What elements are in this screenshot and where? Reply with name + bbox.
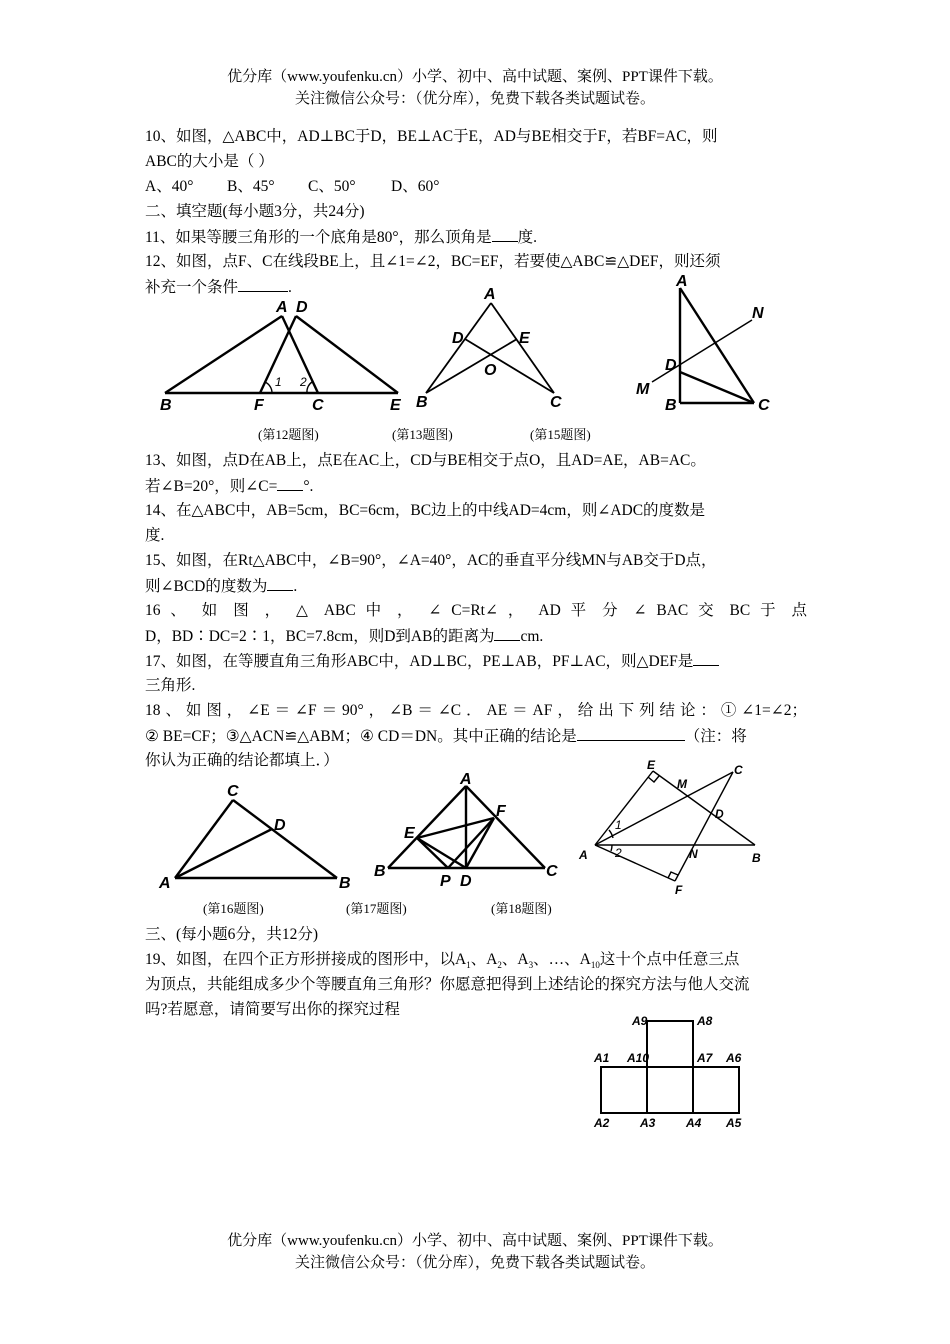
fig17-segment-ab [388, 786, 466, 868]
q13-line-1: 13、如图，点D在AB上，点E在AC上，CD与BE相交于点O，且AD=AE，AB=AC。 [145, 452, 706, 469]
fig18-segment-af [595, 845, 675, 881]
page-footer [0, 1230, 950, 1274]
fig13-segment-cd [465, 339, 554, 393]
fig17-label-p: P [440, 873, 451, 890]
fig16-caption: (第16题图) [203, 901, 264, 916]
fig18-segment-eb [653, 771, 755, 845]
fig18-label-m: M [677, 777, 687, 791]
q18-blank [577, 726, 685, 741]
fig12-label-f: F [254, 397, 264, 414]
header-line-2: 关注微信公众号：（优分库），免费下载各类试题试卷。 [294, 91, 655, 107]
figure-15 [630, 270, 780, 418]
fig13-label-d: D [452, 330, 464, 347]
fig19-label-a3: A3 [640, 1116, 656, 1130]
fig19-label-a9: A9 [632, 1014, 648, 1028]
fig16-segment-ac [175, 800, 233, 878]
q15-text: 则∠BCD的度数为 [145, 578, 268, 595]
fig17-segment-ef [417, 818, 494, 838]
q19-text-d: 、…、A [533, 951, 591, 968]
fig17-label-b: B [374, 863, 386, 880]
fig12-label-e: E [390, 397, 401, 414]
fig18-label-e: E [647, 758, 656, 772]
fig16-segment-ad [175, 829, 272, 878]
fig15-label-b: B [665, 397, 677, 414]
q10-option-b: B、45° [227, 178, 275, 195]
fig19-label-a7: A7 [697, 1051, 713, 1065]
q13-blank [277, 476, 303, 491]
fig12-angle-1-arc [265, 382, 272, 393]
fig19-label-a1: A1 [594, 1051, 610, 1065]
figure-12 [160, 298, 410, 416]
q14-line-2: 度. [145, 527, 165, 544]
fig18-label-n: N [689, 847, 698, 861]
fig18-angle-1: 1 [615, 818, 622, 832]
q19-sub-3: 3 [528, 960, 534, 971]
fig17-caption: (第17题图) [346, 901, 407, 916]
fig19-label-a6: A6 [726, 1051, 742, 1065]
q19-line-2: 为顶点，共能组成多少个等腰直角三角形？你愿意把得到上述结论的探究方法与他人交流 [145, 976, 750, 993]
q15-line-2 [145, 576, 807, 597]
q11-text-end: 度. [517, 229, 538, 246]
fig19-label-a5: A5 [726, 1116, 742, 1130]
fig13-label-b: B [416, 394, 428, 411]
fig13-label-a: A [484, 286, 496, 303]
fig18-label-d: D [715, 807, 724, 821]
q19-text-b: 、A [470, 951, 498, 968]
fig13-caption: (第13题图) [392, 427, 453, 442]
q11-text: 11、如果等腰三角形的一个底角是80°，那么顶角是 [145, 229, 492, 246]
fig16-label-b: B [339, 875, 351, 892]
q10-line-2: ABC的大小是（ ） [145, 153, 274, 170]
q18-text: ② BE=CF；③△ACN≌△ABM；④ CD＝DN。其中正确的结论是 [145, 728, 577, 745]
q19-sub-2: 2 [497, 960, 502, 971]
q15-blank [267, 576, 293, 591]
q12-blank [238, 277, 288, 292]
fig19-label-a10: A10 [627, 1051, 650, 1065]
q10-line-1: 10、如图，△ABC中，AD⊥BC于D，BE⊥AC于E，AD与BE相交于F，若BF=AC，则 [145, 128, 718, 145]
fig19-square-4 [647, 1021, 693, 1067]
q13-line-2 [145, 476, 807, 497]
fig15-label-c: C [758, 397, 770, 414]
q12-text: 补充一个条件 [145, 279, 239, 296]
q19-sub-1: 1 [466, 960, 471, 971]
fig18-label-c: C [734, 763, 743, 777]
q19-line-1 [145, 950, 807, 975]
fig12-caption: (第12题图) [258, 427, 319, 442]
fig16-label-a: A [159, 875, 171, 892]
fig18-label-b: B [752, 851, 761, 865]
header-line-1: 优分库（www.youfenku.cn）小学、初中、高中试题、案例、PPT课件下载。 [227, 69, 723, 85]
fig15-segment-ac [680, 288, 754, 403]
fig18-segment-ac [595, 772, 733, 845]
q17-line-1 [145, 651, 807, 672]
fig17-label-e: E [404, 825, 415, 842]
fig17-label-d: D [460, 873, 472, 890]
fig18-caption: (第18题图) [491, 901, 552, 916]
figure-18 [575, 758, 785, 898]
fig12-label-c: C [312, 397, 324, 414]
q15-text-end: . [293, 578, 298, 595]
q19-line-3: 吗?若愿意，请简要写出你的探究过程 [145, 1001, 400, 1018]
fig15-label-n: N [752, 305, 764, 322]
q14-line-1: 14、在△ABC中，AB=5cm，BC=6cm，BC边上的中线AD=4cm，则∠ADC的度数是 [145, 502, 706, 519]
q18-line-1: 18、如图，∠E＝∠F＝90°，∠B＝∠C．AE＝AF，给出下列结论：①∠1=∠2； [145, 702, 807, 719]
figure-17 [370, 768, 565, 890]
fig19-label-a8: A8 [697, 1014, 713, 1028]
q17-text: 17、如图，在等腰直角三角形ABC中，AD⊥BC，PE⊥AB，PF⊥AC，则△DEF是 [145, 653, 694, 670]
fig17-segment-de [417, 838, 466, 868]
q10-option-c: C、50° [308, 178, 356, 195]
fig17-segment-ac [466, 786, 545, 868]
fig19-square-3 [693, 1067, 739, 1113]
q18-line-3: 你认为正确的结论都填上．） [145, 752, 339, 769]
fig15-caption: (第15题图) [530, 427, 591, 442]
fig16-segment-cb [233, 800, 337, 878]
q10-option-a: A、40° [145, 178, 194, 195]
q19-sub-10: 10 [590, 960, 600, 971]
fig19-label-a4: A4 [686, 1116, 702, 1130]
fig17-label-a: A [460, 771, 472, 788]
footer-line-1: 优分库（www.youfenku.cn）小学、初中、高中试题、案例、PPT课件下载。 [227, 1233, 723, 1249]
fig12-angle-1: 1 [275, 375, 282, 389]
section-3-title: 三、(每小题6分，共12分) [145, 926, 319, 943]
fig15-label-m: M [636, 381, 650, 398]
q17-line-2: 三角形. [145, 677, 196, 694]
fig18-angle-2: 2 [615, 846, 622, 860]
q16-blank [494, 626, 520, 641]
fig16-label-c: C [227, 783, 239, 800]
q16-text: D，BD∶DC=2∶1，BC=7.8cm，则D到AB的距离为 [145, 628, 495, 645]
figure-13 [416, 283, 571, 413]
fig12-label-b: B [160, 397, 172, 414]
q18-line-2 [145, 726, 807, 747]
q16-line-2 [145, 626, 807, 647]
q11-line [145, 227, 807, 248]
q16-text-end: cm. [520, 628, 544, 645]
fig17-label-f: F [496, 803, 506, 820]
fig15-label-d: D [665, 357, 677, 374]
fig18-segment-ae [595, 771, 653, 845]
fig13-label-o: O [484, 362, 497, 379]
q13-text: 若∠B=20°，则∠C= [145, 478, 278, 495]
q11-blank [492, 227, 518, 242]
fig16-label-d: D [274, 817, 286, 834]
fig18-right-angle-e [648, 776, 659, 782]
fig18-label-f: F [675, 883, 683, 897]
q17-blank [693, 651, 719, 666]
q19-text-c: 、A [501, 951, 529, 968]
q13-text-end: °. [303, 478, 314, 495]
fig12-angle-2-arc [307, 382, 312, 393]
fig18-label-a: A [579, 848, 588, 862]
fig19-label-a2: A2 [594, 1116, 610, 1130]
q10-options [145, 177, 807, 197]
fig13-segment-be [426, 339, 517, 393]
figure-16 [155, 778, 355, 893]
q16-line-1: 16 、 如 图 ， △ ABC 中 ， ∠ C=Rt∠ ， AD 平 分 ∠ BAC 交 BC 于 点 [145, 602, 807, 619]
section-2-title: 二、填空题(每小题3分，共24分) [145, 203, 365, 220]
page-header [0, 66, 950, 110]
fig17-label-c: C [546, 863, 558, 880]
fig12-label-a: A [276, 299, 288, 316]
q10-option-d: D、60° [391, 178, 440, 195]
q19-text-e: 这十个点中任意三点 [599, 951, 740, 968]
q12-line-1: 12、如图，点F、C在线段BE上，且∠1=∠2，BC=EF，若要使△ABC≌△DEF，则还须 [145, 253, 721, 270]
footer-line-2: 关注微信公众号：（优分库），免费下载各类试题试卷。 [294, 1255, 655, 1271]
q19-text-a: 19、如图，在四个正方形拼接成的图形中，以A [145, 951, 467, 968]
fig13-label-e: E [519, 330, 530, 347]
fig18-angle-arcs [609, 830, 613, 851]
fig12-angle-2: 2 [300, 375, 307, 389]
fig12-label-d: D [296, 299, 308, 316]
fig19-square-1 [601, 1067, 647, 1113]
q18-text-end: （注：将 [684, 728, 747, 745]
figure-19 [588, 1008, 758, 1133]
fig15-label-a: A [676, 273, 688, 290]
fig13-label-c: C [550, 394, 562, 411]
q15-line-1: 15、如图，在Rt△ABC中，∠B=90°，∠A=40°，AC的垂直平分线MN与AB交于D点， [145, 552, 717, 569]
fig19-square-2 [647, 1067, 693, 1113]
q12-text-end: . [288, 279, 292, 296]
